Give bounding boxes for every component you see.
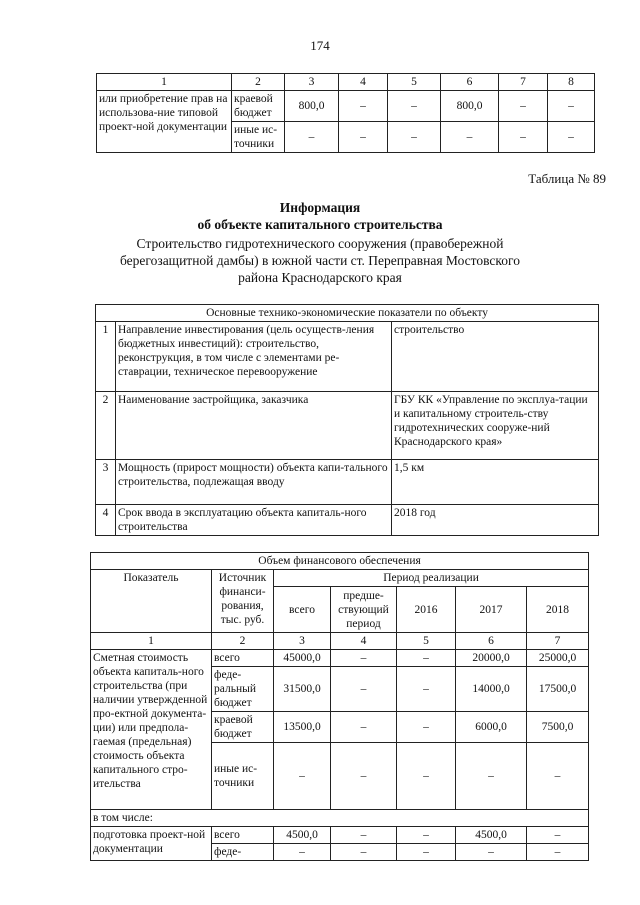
heading-title-line: об объекте капитального строительства [197,216,443,232]
value-cell: 6000,0 [456,712,527,743]
value-cell: 25000,0 [527,650,589,667]
value-cell: – [527,844,589,861]
value-cell: 800,0 [441,91,499,122]
col-num-1: 1 [97,74,232,91]
col-num-8: 8 [548,74,595,91]
source-cell: иные ис-точники [212,743,274,810]
heading-title [0,200,640,234]
col-num-6: 6 [441,74,499,91]
value-cell: 7500,0 [527,712,589,743]
value-cell: – [331,743,397,810]
table-row [97,91,595,122]
value-cell: – [548,91,595,122]
value-cell: – [397,827,456,844]
table-label: Таблица № 89 [528,171,606,186]
value-cell: – [499,91,548,122]
heading-subtitle [0,236,640,287]
value-cell: – [339,122,388,153]
col-header-total: всего [274,587,331,633]
value-cell: – [388,91,441,122]
page-number: 174 [310,38,330,53]
indicators-header: Основные технико-экономические показатели по объекту [96,305,599,322]
block-label: Сметная стоимость объекта капиталь-ного строительства (при наличии утвержденной про-ектной документа-ции) или предпола-гаемая (предельная) стоимость объекта капитального стро-ительства [91,650,212,810]
indicators-table [95,304,599,536]
indicator-value: ГБУ КК «Управление по эксплуа-тации и капитальному строитель-ству гидротехнических сооруже-ний Краснодарского края» [392,392,599,460]
source-cell: всего [212,827,274,844]
value-cell: – [339,91,388,122]
source-cell: краевой бюджет [212,712,274,743]
indicator-row [96,505,599,536]
including-label: в том числе: [91,810,589,827]
col-num-4: 4 [331,633,397,650]
value-cell: 14000,0 [456,667,527,712]
col-num-3: 3 [274,633,331,650]
col-header-2017: 2017 [456,587,527,633]
value-cell: – [274,743,331,810]
col-header-indicator: Показатель [91,570,212,633]
col-header-2016: 2016 [397,587,456,633]
indicator-label: Срок ввода в эксплуатацию объекта капиталь-ного строительства [116,505,392,536]
value-cell: – [456,844,527,861]
value-cell: – [388,122,441,153]
indicator-label: Направление инвестирования (цель осуществ-ления бюджетных инвестиций): строительство, реконструкция, в том числе с элементами ре-ставрации, техническое перевооружение [116,322,392,392]
value-cell: – [456,743,527,810]
value-cell: 31500,0 [274,667,331,712]
subtitle-line: берегозащитной дамбы) в южной части ст. Переправная Мостовского [119,252,520,268]
value-cell: – [274,844,331,861]
source-cell: краевой бюджет [232,91,285,122]
col-num-7: 7 [527,633,589,650]
value-cell: – [285,122,339,153]
source-cell: феде- [212,844,274,861]
heading-title-line: Информация [279,200,361,215]
column-number-row [91,633,589,650]
row-label: или приобретение прав на использова-ние типовой проект-ной документации [97,91,232,153]
indicator-label: Наименование застройщика, заказчика [116,392,392,460]
value-cell: – [499,122,548,153]
finance-table [90,552,589,861]
col-num-7: 7 [499,74,548,91]
value-cell: – [331,667,397,712]
source-cell: всего [212,650,274,667]
indicator-row [96,460,599,505]
col-num-2: 2 [212,633,274,650]
indicator-value: строительство [392,322,599,392]
table-header-row [97,74,595,91]
col-num-5: 5 [397,633,456,650]
value-cell: 17500,0 [527,667,589,712]
continuation-table [96,73,595,153]
subtitle-line: района Краснодарского края [238,269,402,285]
table-row [91,650,589,667]
row-number: 3 [96,460,116,505]
col-header-prev: предше-ствующий период [331,587,397,633]
value-cell: – [331,650,397,667]
row-number: 1 [96,322,116,392]
indicator-label: Мощность (прирост мощности) объекта капи-тального строительства, подлежащая вводу [116,460,392,505]
table-row [91,827,589,844]
col-num-2: 2 [232,74,285,91]
value-cell: – [397,743,456,810]
row-number: 2 [96,392,116,460]
value-cell: 800,0 [285,91,339,122]
value-cell: – [331,844,397,861]
indicator-row [96,322,599,392]
subtitle-line: Строительство гидротехнического сооружения (правобережной [136,236,504,251]
value-cell: – [331,827,397,844]
value-cell: – [527,827,589,844]
col-header-source: Источник финанси-рования, тыс. руб. [212,570,274,633]
value-cell: – [331,712,397,743]
value-cell: – [397,712,456,743]
source-cell: феде-ральный бюджет [212,667,274,712]
source-cell: иные ис-точники [232,122,285,153]
value-cell: – [527,743,589,810]
value-cell: – [548,122,595,153]
indicator-value: 1,5 км [392,460,599,505]
indicator-row [96,392,599,460]
row-number: 4 [96,505,116,536]
value-cell: 4500,0 [456,827,527,844]
block-label: подготовка проект-ной документации [91,827,212,861]
value-cell: – [397,667,456,712]
col-num-5: 5 [388,74,441,91]
indicator-value: 2018 год [392,505,599,536]
finance-title: Объем финансового обеспечения [91,553,589,570]
col-num-3: 3 [285,74,339,91]
value-cell: – [397,844,456,861]
col-num-4: 4 [339,74,388,91]
col-num-6: 6 [456,633,527,650]
col-num-1: 1 [91,633,212,650]
value-cell: – [397,650,456,667]
value-cell: 45000,0 [274,650,331,667]
col-header-2018: 2018 [527,587,589,633]
value-cell: 20000,0 [456,650,527,667]
col-header-period: Период реализации [274,570,589,587]
value-cell: – [441,122,499,153]
value-cell: 4500,0 [274,827,331,844]
value-cell: 13500,0 [274,712,331,743]
